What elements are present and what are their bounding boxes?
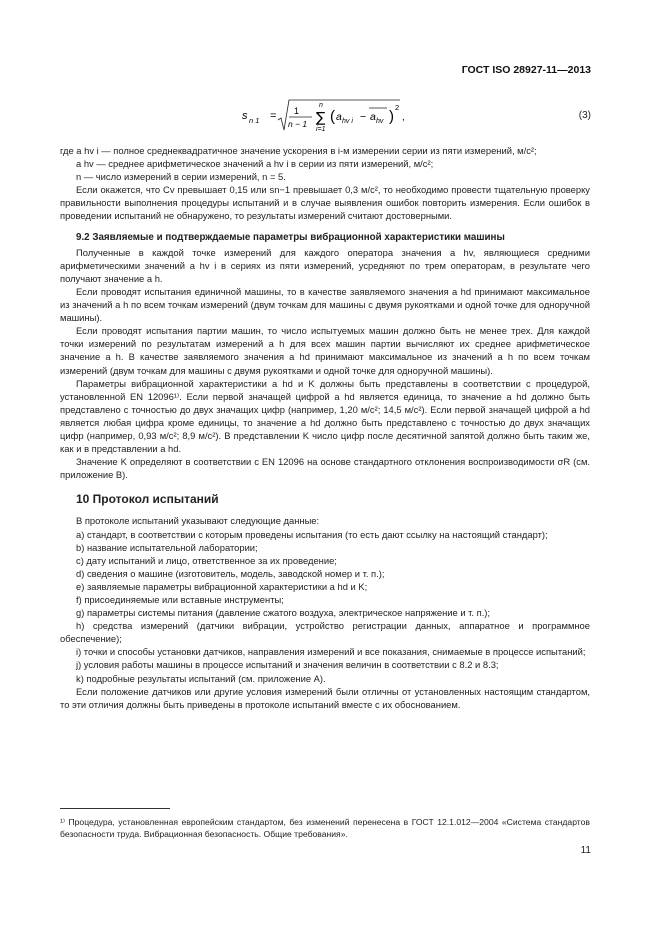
paragraph: Если проводят испытания партии машин, то число испытуемых машин должно быть не менее трех. Для каждой точки измерений по результатам измерений a h для всех машин партии вычисляют их среднее арифметическое значение a h. В качестве заявляемого значения a hd принимают максимальное из значений a h по всем точкам измерений (двум точкам для машины с двумя рукоятками и одной точке для одноручной машины). [60,325,590,376]
definition-line: где a hv i — полное среднеквадратичное значение ускорения в i-м измерении серии из пяти измерений, м/с²; [60,145,537,156]
formula-sum-bottom: i=1 [316,126,326,133]
list-item: h) средства измерений (датчики вибрации, устройство регистрации данных, аппаратное и программное обеспечение); [60,620,590,645]
list-item: b) название испытательной лаборатории; [76,541,258,553]
document-body [60,144,590,711]
list-item: d) сведения о машине (изготовитель, модель, заводской номер и т. п.); [76,567,385,579]
standard-header: ГОСТ ISO 28927-11—2013 [461,64,591,76]
footnote: ¹⁾ Процедура, установленная европейским стандартом, без изменений перенесена в ГОСТ 12.1.012—2004 «Система стандартов безопасности труда. Вибрационная безопасность. Общие требования». [60,817,590,839]
paragraph: Если проводят испытания единичной машины, то в качестве заявляемого значения a hd принимают максимальное из значений a h по всем точкам измерений (двум точкам для машины с двумя рукоятками и одной точке для одноручной машины). [60,285,590,324]
formula-lhs: s [242,110,248,122]
list-item: f) присоединяемые или вставные инструменты; [76,594,284,605]
list-item: i) точки и способы установки датчиков, направления измерений и все показания, снимаемые в процессе испытаний; [76,646,586,658]
paragraph: Параметры вибрационной характеристики a hd и K должны быть представлены в соответствии с процедурой, установленной EN 12096¹⁾. Если первой значащей цифрой a hd является единица, то значение a hd должно быть представлено с точностью до двух значащих цифр (например, 1,20 м/с²; 14,5 м/с²). Если первой значащей цифрой a hd является любая цифра кроме единицы, то значение a hd должно быть представлено с точностью до двух значащих цифр (например, 0,93 м/с²; 8,9 м/с²). В представлении K число цифр после десятичной запятой должно быть таким же, как и в представлении a hd. [60,377,590,455]
section-10-title: 10 Протокол испытаний [76,492,219,507]
formula-frac-num: 1 [294,106,300,116]
list-item: k) подробные результаты испытаний (см. приложение А). [76,672,326,684]
list-item: g) параметры системы питания (давление сжатого воздуха, электрическое напряжение и т. п.); [76,607,491,619]
formula-sum-top: n [319,102,323,109]
list-item: j) условия работы машины в процессе испытаний и значения величин в соответствии с 8.2 и 8.3; [76,659,499,671]
formula-term2-sub: hv [376,118,384,125]
page-number: 11 [580,845,591,856]
definition-line: n — число измерений в серии измерений, n = 5. [76,171,286,183]
list-item: а) стандарт, в соответствии с которым проведены испытания (то есть дают ссылку на настоящий стандарт); [76,528,548,540]
svg-text:∑: ∑ [316,110,326,126]
formula-term2: a [370,111,376,123]
svg-text:−: − [360,111,367,123]
formula-tail: , [402,112,405,123]
list-item: е) заявляемые параметры вибрационной характеристики a hd и K; [76,580,368,592]
formula-frac-den: n − 1 [288,119,308,129]
section-10-closing: Если положение датчиков или другие условия измерений были отличны от установленных настоящим стандартом, то эти отличия должны быть приведены в протоколе испытаний вместе с их обоснованием. [60,685,590,710]
formula-number: (3) [578,110,591,121]
formula-3 [240,96,590,140]
paragraph-check: Если окажется, что Cv превышает 0,15 или sn−1 превышает 0,3 м/с², то необходимо провести тщательную проверку правильности выполнения процедуры испытаний и в случае выявления ошибок повторить измерения. Если ошибок в проведении испытаний не обнаружено, то результаты измерений считают достоверными. [60,184,590,222]
list-item: с) дату испытаний и лицо, ответственное за их проведение; [76,554,337,566]
section-10-intro: В протоколе испытаний указывают следующие данные: [76,515,320,527]
formula-power: 2 [395,103,400,112]
formula-definitions [60,144,590,183]
svg-text:=: = [270,110,277,122]
footnote-divider [60,808,170,809]
paragraph: Полученные в каждой точке измерений для каждого оператора значения a hv, являющиеся средними арифметическими значений a hv i в сериях из пяти измерений, усредняют по трем операторам, в результате чего получают значение a h. [60,246,590,284]
formula-term1-sub: hv i [342,118,353,125]
svg-text:(: ( [330,108,335,125]
definition-line: a hv — среднее арифметическое значений a hv i в серии из пяти измерений, м/с²; [76,158,434,170]
formula-lhs-sub: n 1 [249,116,260,125]
paragraph: Значение K определяют в соответствии с EN 12096 на основе стандартного отклонения воспроизводимости σR (см. приложение В). [60,456,590,481]
svg-text:): ) [389,108,394,125]
section-9-2-title: 9.2 Заявляемые и подтверждаемые параметры вибрационной характеристики машины [76,231,505,243]
formula-term1: a [336,111,342,123]
